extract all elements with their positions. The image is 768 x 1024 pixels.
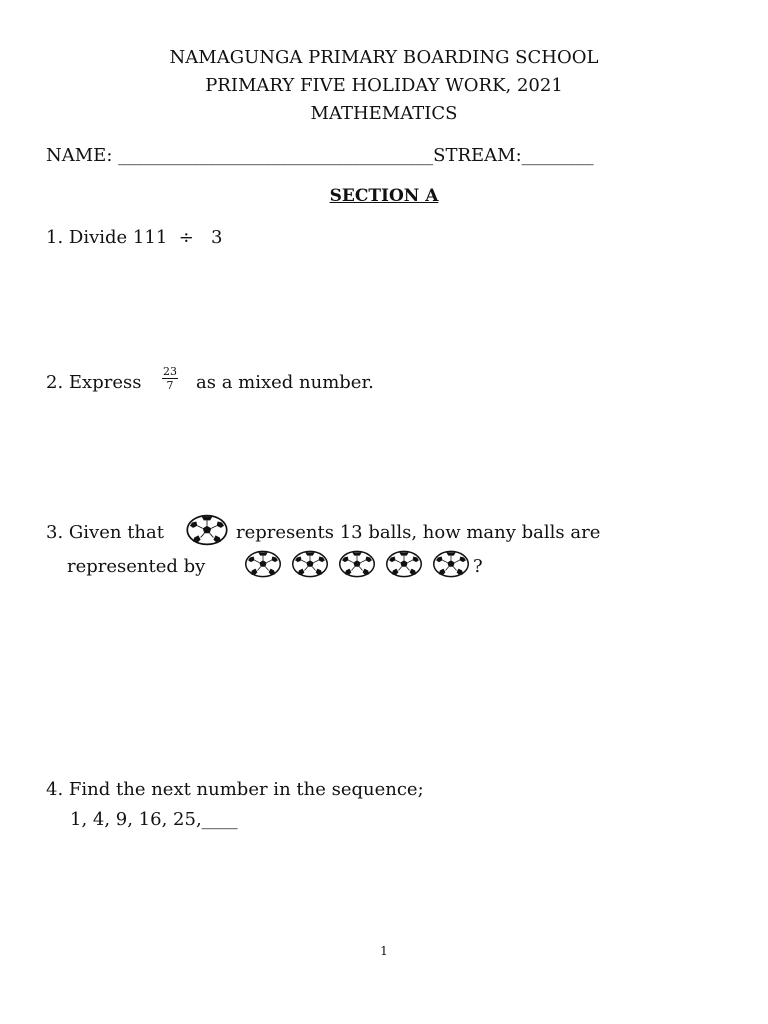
question-text: Find the next number in the sequence;	[68, 779, 424, 800]
fraction	[162, 365, 178, 392]
question-1	[46, 227, 222, 248]
question-3	[46, 522, 164, 543]
soccer-ball-icon	[288, 550, 332, 578]
question-prefix: Express	[68, 372, 142, 393]
name-stream-line	[46, 145, 594, 166]
subject-title: MATHEMATICS	[310, 103, 458, 124]
fraction-denominator: 7	[166, 379, 174, 392]
question-prefix: Given that	[68, 522, 164, 543]
page-number: 1	[380, 944, 388, 958]
soccer-ball-icon	[185, 514, 229, 546]
section-heading: SECTION A	[329, 186, 439, 206]
school-name: NAMAGUNGA PRIMARY BOARDING SCHOOL	[169, 47, 599, 68]
fraction-numerator: 23	[163, 365, 177, 378]
soccer-ball-icon	[335, 550, 379, 578]
question-3-middle: represents 13 balls, how many balls are	[236, 522, 601, 543]
question-number: 3.	[46, 522, 64, 543]
soccer-ball-icon	[429, 550, 473, 578]
stream-label: STREAM:	[433, 145, 522, 166]
question-number: 2.	[46, 372, 64, 393]
sequence-line: 1, 4, 9, 16, 25,____	[70, 809, 238, 830]
question-text: Divide 111 ÷ 3	[68, 227, 223, 248]
name-blank[interactable]: ___________________________________	[118, 145, 434, 166]
name-label: NAME:	[46, 145, 119, 166]
question-2	[46, 372, 141, 393]
soccer-ball-icon	[241, 550, 285, 578]
document-title: PRIMARY FIVE HOLIDAY WORK, 2021	[205, 75, 563, 96]
question-number: 1.	[46, 227, 64, 248]
question-2-suffix: as a mixed number.	[196, 372, 374, 393]
stream-blank[interactable]: ________	[521, 145, 594, 166]
soccer-ball-icon	[382, 550, 426, 578]
question-number: 4.	[46, 779, 64, 800]
question-4	[46, 779, 424, 800]
question-3-end: ?	[473, 556, 483, 577]
question-3-line2: represented by	[67, 556, 206, 577]
